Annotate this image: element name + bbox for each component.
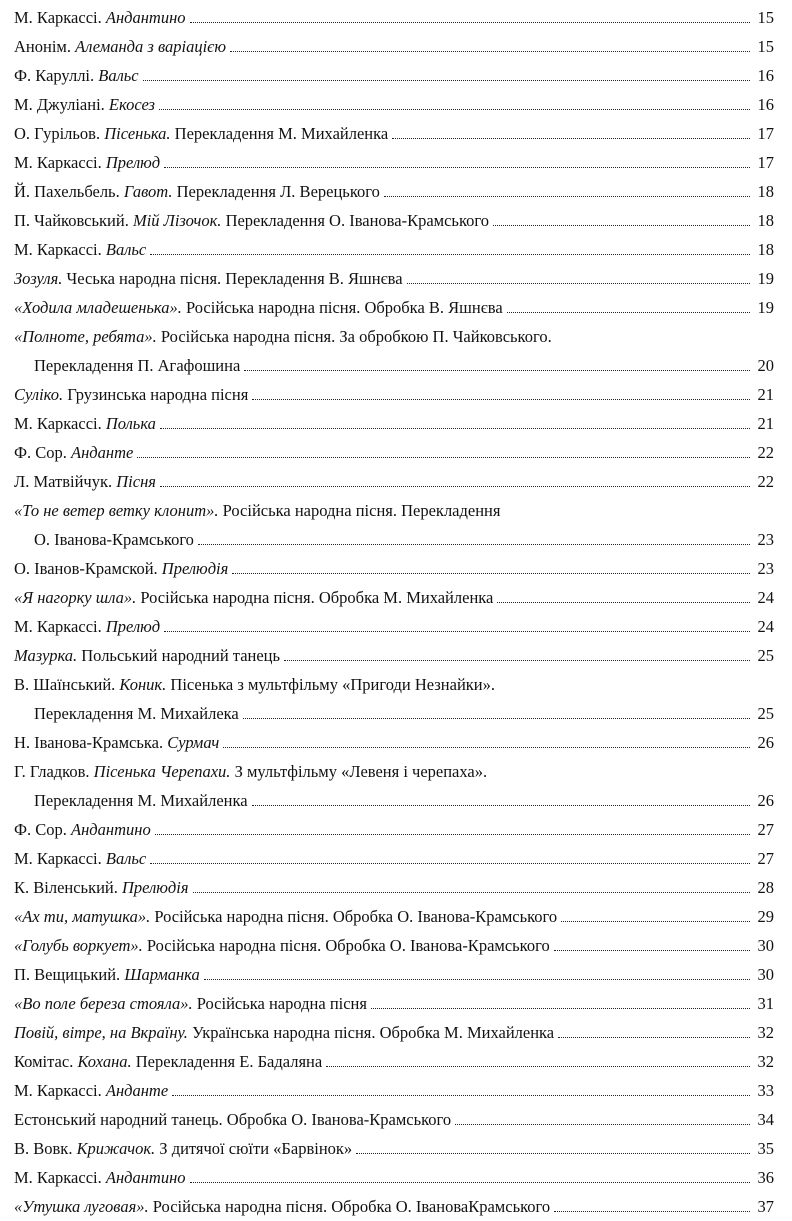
toc-entry-title [14,235,146,264]
title-italic-segment: Зозуля. [14,269,63,288]
title-italic-segment: «То не ветер ветку клонит». [14,501,219,520]
page-number: 32 [757,1023,774,1042]
toc-entry-title [14,844,146,873]
toc-entry [14,235,774,264]
title-italic-segment: «Ходила младешенька». [14,298,182,317]
toc-entry-line [14,815,774,844]
page-number: 27 [757,849,774,868]
title-segment: М. Каркассі. [14,1081,106,1100]
title-segment: Ф. Каруллі. [14,66,99,85]
toc-entry-title [14,989,367,1018]
title-italic-segment: «Я нагорку шла». [14,588,137,607]
dot-leader [497,602,750,603]
title-segment: Російська народна пісня. Обробка О. Іванова-Крамського [150,907,558,926]
title-italic-segment: Анданте [105,1081,169,1100]
toc-entry-title [14,1018,554,1047]
dot-leader [198,544,750,545]
toc-entry [14,1134,774,1163]
toc-entry-title [14,177,380,206]
toc-entry-line [14,1163,774,1192]
dot-leader [455,1124,750,1125]
toc-entry-title [14,902,557,931]
toc-entry-title [14,293,503,322]
toc-entry-title [14,1134,352,1163]
continuation-text: Перекладення М. Михайленка [34,791,248,810]
page-number: 25 [757,646,774,665]
toc-entry-line [14,1018,774,1047]
page-number: 16 [757,95,774,114]
toc-entry [14,1163,774,1192]
title-italic-segment: Пісенька. [104,124,171,143]
title-italic-segment: «Во поле береза стояла». [14,994,193,1013]
title-segment: М. Каркассі. [14,8,106,27]
dot-leader [155,834,750,835]
title-italic-segment: Суліко. [14,385,64,404]
toc-entry-line [14,931,774,960]
page-number: 20 [757,356,774,375]
toc-entry-line [14,496,774,525]
title-italic-segment: Прелюд [105,617,161,636]
page-number: 19 [757,298,774,317]
title-segment: Й. Пахельбель. [14,182,124,201]
dot-leader [356,1153,750,1154]
toc-entry [14,177,774,206]
toc-entry-title [14,583,493,612]
toc-entry-title [14,206,489,235]
page-number: 25 [757,704,774,723]
title-segment: М. Каркассі. [14,414,106,433]
title-segment: Перекладення Л. Верецького [172,182,380,201]
toc-entry-title [14,90,155,119]
page-number: 21 [757,385,774,404]
dot-leader [407,283,750,284]
title-italic-segment: Сурмач [167,733,220,752]
continuation-text: О. Іванова-Крамського [34,530,194,549]
title-italic-segment: Андантино [105,1168,186,1187]
toc-entry-title [14,264,403,293]
dot-leader [190,22,750,23]
title-italic-segment: Вальс [105,240,147,259]
dot-leader [371,1008,750,1009]
toc-entry [14,1192,774,1221]
page-number: 35 [757,1139,774,1158]
toc-entry [14,641,774,670]
toc-entry-title [14,467,156,496]
title-segment: Російська народна пісня [192,994,367,1013]
toc-entry-title [14,612,160,641]
toc-entry-title [14,322,552,351]
toc-entry-title [14,148,160,177]
page-number: 37 [757,1197,774,1216]
dot-leader [392,138,750,139]
dot-leader [204,979,750,980]
title-segment: В. Вовк. [14,1139,77,1158]
toc-entry [14,989,774,1018]
toc-entry [14,496,774,554]
toc-entry-line [14,641,774,670]
toc-entry [14,815,774,844]
title-italic-segment: Алеманда з варіацією [75,37,227,56]
toc-entry-continuation [14,351,774,380]
toc-entry [14,148,774,177]
title-italic-segment: Андантино [71,820,151,839]
title-segment: М. Каркассі. [14,240,106,259]
dot-leader [252,805,750,806]
dot-leader [554,1211,750,1212]
toc-entry-line [14,873,774,902]
toc-entry-title [14,728,219,757]
dot-leader [252,399,750,400]
dot-leader [244,370,750,371]
toc-entry [14,844,774,873]
toc-entry [14,409,774,438]
dot-leader [150,863,750,864]
toc-entry-line [14,467,774,496]
page-number: 36 [757,1168,774,1187]
title-segment: П. Вещицький. [14,965,125,984]
title-italic-segment: Анданте [71,443,134,462]
toc-entry-title [14,119,388,148]
toc-entry [14,380,774,409]
title-segment: Російська народна пісня. Обробка В. Яшнєва [181,298,503,317]
toc-entry-title [14,1105,451,1134]
page-number: 17 [757,153,774,172]
page-number: 19 [757,269,774,288]
toc-entry-title [14,757,487,786]
toc-entry-line [14,32,774,61]
dot-leader [164,631,750,632]
toc-entry-line [14,380,774,409]
toc-entry-line [14,61,774,90]
title-italic-segment: Вальс [105,849,147,868]
toc-entry [14,612,774,641]
page-number: 21 [757,414,774,433]
toc-entry-line [14,409,774,438]
toc-entry-title [14,670,495,699]
dot-leader [232,573,750,574]
page-number: 26 [757,733,774,752]
dot-leader [190,1182,750,1183]
toc-entry [14,206,774,235]
toc-entry-title [14,931,550,960]
title-segment: Естонський народний танець. Обробка О. Іванова-Крамського [14,1110,452,1129]
page-number: 30 [757,965,774,984]
toc-entry-line [14,206,774,235]
toc-entry [14,1047,774,1076]
toc-entry-title [14,3,186,32]
toc-entry-title [14,873,189,902]
toc-entry-title [14,815,151,844]
title-segment: Н. Іванова-Крамська. [14,733,168,752]
title-segment: З дитячої сюїти «Барвінок» [155,1139,353,1158]
toc-entry-continuation [14,786,774,815]
title-segment: Л. Матвійчук. [14,472,117,491]
page-number: 34 [757,1110,774,1129]
toc-entry-line [14,177,774,206]
title-italic-segment: «Полноте, ребята». [14,327,157,346]
page-number: 30 [757,936,774,955]
toc-entry-title [14,641,280,670]
dot-leader [172,1095,750,1096]
toc-entry-title [14,960,200,989]
page-number: 24 [757,588,774,607]
dot-leader [164,167,750,168]
title-segment: М. Джуліані. [14,95,109,114]
title-segment: Г. Гладков. [14,762,94,781]
page-number: 33 [757,1081,774,1100]
page-number: 22 [757,443,774,462]
page-number: 18 [757,182,774,201]
title-segment: Російська народна пісня. Обробка О. ІвановаКрамського [148,1197,551,1216]
dot-leader [493,225,750,226]
title-italic-segment: Кохана. [77,1052,132,1071]
title-segment: Ф. Сор. [14,443,72,462]
toc-entry [14,1018,774,1047]
toc-entry [14,902,774,931]
toc-entry-line [14,438,774,467]
title-italic-segment: «Голубь воркует». [14,936,143,955]
dot-leader [284,660,750,661]
title-italic-segment: Пісенька Черепахи. [93,762,231,781]
dot-leader [223,747,750,748]
title-italic-segment: Андантино [105,8,186,27]
title-segment: К. Віленський. [14,878,123,897]
dot-leader [558,1037,750,1038]
page-number: 27 [757,820,774,839]
dot-leader [143,80,750,81]
title-segment: М. Каркассі. [14,1168,106,1187]
title-italic-segment: Прелюдія [122,878,189,897]
continuation-text: Перекладення П. Агафошина [34,356,241,375]
title-italic-segment: Повій, вітре, на Вкраїну. [14,1023,188,1042]
title-segment: Чеська народна пісня. Перекладення В. Яшнєва [62,269,403,288]
title-segment: М. Каркассі. [14,153,106,172]
toc-entry-line [14,554,774,583]
title-italic-segment: «Ах ти, матушка». [14,907,151,926]
page-number: 15 [757,37,774,56]
toc-entry [14,670,774,728]
title-italic-segment: Шарманка [124,965,200,984]
toc-entry [14,438,774,467]
toc-entry-continuation [14,525,774,554]
toc-entry-title [14,438,133,467]
page-number: 17 [757,124,774,143]
dot-leader [384,196,750,197]
page-number: 29 [757,907,774,926]
toc-entry [14,728,774,757]
title-segment: Ф. Сор. [14,820,72,839]
title-segment: М. Каркассі. [14,849,106,868]
title-italic-segment: Коник. [119,675,167,694]
toc-entry-line [14,1047,774,1076]
title-segment: З мультфільму «Левеня і черепаха». [230,762,488,781]
toc-entry-line [14,844,774,873]
title-segment: М. Каркассі. [14,617,106,636]
toc-entry-title [14,1192,550,1221]
toc-entry [14,61,774,90]
dot-leader [160,428,750,429]
page-number: 22 [757,472,774,491]
continuation-text: Перекладення М. Михайлека [34,704,239,723]
dot-leader [243,718,750,719]
toc-entry [14,264,774,293]
page-number: 23 [757,559,774,578]
dot-leader [554,950,750,951]
toc-entry-line [14,902,774,931]
dot-leader [193,892,750,893]
dot-leader [150,254,750,255]
dot-leader [230,51,750,52]
toc-entry [14,90,774,119]
toc-entry-line [14,1105,774,1134]
page-number: 18 [757,240,774,259]
title-italic-segment: Екосез [108,95,155,114]
title-segment: П. Чайковський. [14,211,133,230]
title-italic-segment: Пісня [116,472,156,491]
toc-entry-line [14,235,774,264]
title-italic-segment: Прелюд [105,153,161,172]
toc-entry [14,1076,774,1105]
toc-entry [14,467,774,496]
title-segment: Російська народна пісня. Перекладення [218,501,501,520]
dot-leader [159,109,750,110]
title-italic-segment: Мій Лізочок. [132,211,222,230]
toc-entry-line [14,612,774,641]
toc-entry-line [14,1192,774,1221]
title-segment: Українська народна пісня. Обробка М. Михайленка [187,1023,555,1042]
title-segment: Грузинська народна пісня [63,385,249,404]
toc-entry-line [14,1076,774,1105]
toc-entry-line [14,119,774,148]
page-number: 24 [757,617,774,636]
toc-entry-line [14,757,774,786]
title-italic-segment: Мазурка. [14,646,78,665]
toc-entry-continuation [14,699,774,728]
page-number: 31 [757,994,774,1013]
title-segment: Пісенька з мультфільму «Пригоди Незнайки». [166,675,496,694]
page-number: 26 [757,791,774,810]
toc-entry [14,322,774,380]
title-segment: Анонім. [14,37,76,56]
toc-entry [14,931,774,960]
toc-entry [14,583,774,612]
title-segment: Перекладення Е. Бадаляна [131,1052,323,1071]
toc-entry [14,554,774,583]
toc-entry [14,757,774,815]
toc-entry-title [14,1076,168,1105]
title-segment: Польський народний танець [77,646,281,665]
toc-entry [14,1105,774,1134]
page-number: 18 [757,211,774,230]
toc-entry-line [14,989,774,1018]
toc-entry-line [14,583,774,612]
toc-entry-line [14,293,774,322]
toc-entry-line [14,322,774,351]
title-segment: Перекладення М. Михайленка [170,124,389,143]
dot-leader [507,312,750,313]
toc-entry-title [14,380,248,409]
title-italic-segment: Крижачок. [76,1139,156,1158]
dot-leader [137,457,750,458]
toc-entry-line [14,90,774,119]
title-segment: Російська народна пісня. За обробкою П. Чайковського. [156,327,552,346]
dot-leader [160,486,750,487]
toc-entry [14,293,774,322]
title-segment: О. Гурільов. [14,124,105,143]
toc-entry-title [14,496,500,525]
toc-entry-line [14,960,774,989]
toc-entry-line [14,3,774,32]
toc-entry-line [14,264,774,293]
title-segment: Комітас. [14,1052,78,1071]
toc-entry [14,3,774,32]
page-number: 15 [757,8,774,27]
page-number: 28 [757,878,774,897]
title-italic-segment: Прелюдія [161,559,229,578]
toc-entry-line [14,670,774,699]
title-italic-segment: «Утушка луговая». [14,1197,149,1216]
toc-entry-title [14,1163,186,1192]
title-segment: О. Іванов-Крамской. [14,559,162,578]
page-number: 16 [757,66,774,85]
title-segment: Російська народна пісня. Обробка М. Михайленка [136,588,494,607]
toc-entry-title [14,409,156,438]
title-segment: Російська народна пісня. Обробка О. Іванова-Крамського [142,936,550,955]
page-number: 32 [757,1052,774,1071]
page-number: 23 [757,530,774,549]
title-italic-segment: Полька [105,414,156,433]
toc-entry-line [14,728,774,757]
table-of-contents [14,3,774,1221]
toc-entry-title [14,554,228,583]
toc-entry-line [14,1134,774,1163]
title-italic-segment: Вальс [98,66,139,85]
toc-entry-line [14,148,774,177]
toc-entry-title [14,32,226,61]
toc-entry [14,119,774,148]
toc-entry [14,32,774,61]
dot-leader [326,1066,750,1067]
toc-entry [14,960,774,989]
toc-entry-title [14,1047,322,1076]
toc-entry [14,873,774,902]
title-italic-segment: Гавот. [123,182,173,201]
title-segment: Перекладення О. Іванова-Крамського [221,211,489,230]
title-segment: В. Шаїнський. [14,675,120,694]
dot-leader [561,921,750,922]
toc-entry-title [14,61,139,90]
